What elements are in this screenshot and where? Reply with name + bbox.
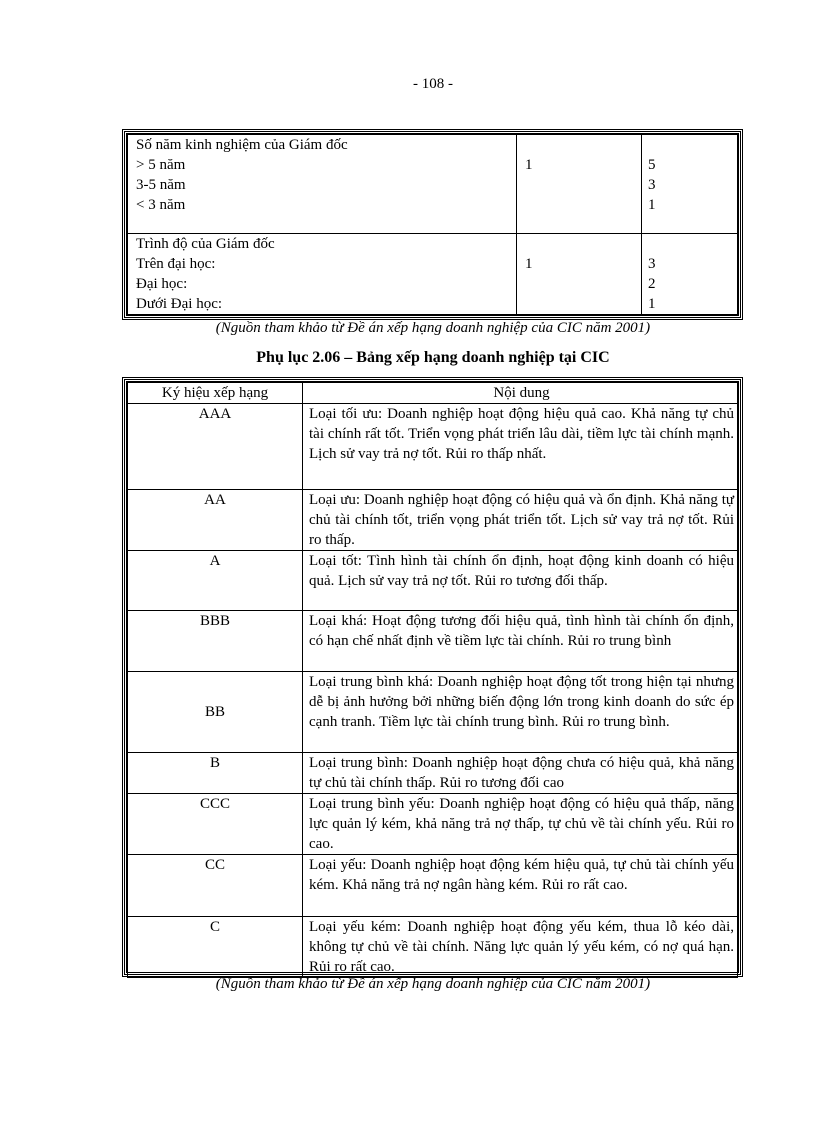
rating-code: BBB [128,611,303,672]
score-value: 5 [648,157,656,173]
source-note: (Nguồn tham khảo từ Đề án xếp hạng doanh nghiệp của CIC năm 2001) [215,976,651,992]
score-cell [642,234,738,315]
score-value: 1 [648,296,656,312]
rating-code: A [128,551,303,611]
criteria-table [124,131,741,318]
column-header-code: Ký hiệu xếp hạng [128,383,303,404]
rating-description: Loại yếu: Doanh nghiệp hoạt động kém hiệu quả, tự chủ tài chính yếu kém. Khả năng trả nợ ngân hàng kém. Rủi ro rất cao. [303,855,738,917]
weight-cell [517,234,642,315]
table-row [128,611,738,672]
rating-code: CC [128,855,303,917]
rating-description: Loại trung bình yếu: Doanh nghiệp hoạt động có hiệu quả thấp, năng lực quản lý kém, khả năng trả nợ thấp, tự chủ về tài chính yếu. Rủi ro cao. [303,794,738,855]
score-value: 1 [648,197,656,213]
criterion-cell [128,135,517,234]
option-label: < 3 năm [136,197,186,213]
table-row [128,672,738,753]
option-label: Đại học: [136,276,188,292]
option-label: Dưới Đại học: [136,296,223,312]
table-row [128,135,738,234]
rating-description: Loại ưu: Doanh nghiệp hoạt động có hiệu quả và ổn định. Khả năng tự chủ tài chính tốt, triển vọng phát triển tốt. Lịch sử vay trả nợ tốt. Rủi ro thấp. [303,490,738,551]
criterion-label: Số năm kinh nghiệm của Giám đốc [136,137,348,153]
table-row [128,917,738,978]
table-row [128,855,738,917]
table-row [128,404,738,490]
option-label: Trên đại học: [136,256,216,272]
table-row [128,490,738,551]
rating-code: C [128,917,303,978]
rating-code: AAA [128,404,303,490]
rating-code: AA [128,490,303,551]
score-value: 3 [648,177,656,193]
rating-description: Loại yếu kém: Doanh nghiệp hoạt động yếu kém, thua lỗ kéo dài, không tự chủ về tài chính. Năng lực quản lý yếu kém, có nợ quá hạn. Rủi ro rất cao. [303,917,738,978]
table-row [128,234,738,315]
rating-table [124,379,741,975]
criterion-cell [128,234,517,315]
option-label: > 5 năm [136,157,186,173]
rating-description: Loại trung bình: Doanh nghiệp hoạt động chưa có hiệu quả, khả năng tự chủ tài chính thấp. Rủi ro tương đối cao [303,753,738,794]
score-value: 2 [648,276,656,292]
rating-description: Loại tốt: Tình hình tài chính ổn định, hoạt động kinh doanh có hiệu quả. Lịch sử vay trả nợ tốt. Rủi ro tương đối thấp. [303,551,738,611]
rating-code: B [128,753,303,794]
source-note: (Nguồn tham khảo từ Đề án xếp hạng doanh nghiệp của CIC năm 2001) [215,320,651,336]
rating-code: CCC [128,794,303,855]
rating-description: Loại tối ưu: Doanh nghiệp hoạt động hiệu quả cao. Khả năng tự chủ tài chính rất tốt. Triển vọng phát triển lâu dài, tiềm lực tài chính mạnh. Lịch sử vay trả nợ tốt. Rủi ro thấp nhất. [303,404,738,490]
score-value: 3 [648,256,656,272]
table-header-row [128,383,738,404]
appendix-title: Phụ lục 2.06 – Bảng xếp hạng doanh nghiệp tại CIC [256,349,610,366]
weight-value: 1 [525,157,533,173]
rating-code: BB [128,672,303,753]
table-row [128,753,738,794]
table-row [128,794,738,855]
column-header-content: Nội dung [303,383,738,404]
criterion-label: Trình độ của Giám đốc [136,236,275,252]
weight-cell [517,135,642,234]
page-number: - 108 - [413,76,453,92]
table-row [128,551,738,611]
option-label: 3-5 năm [136,177,186,193]
score-cell [642,135,738,234]
weight-value: 1 [525,256,533,272]
rating-description: Loại trung bình khá: Doanh nghiệp hoạt động tốt trong hiện tại nhưng dễ bị ảnh hưởng bởi những biến động lớn trong kinh doanh do sức ép cạnh tranh. Tiềm lực tài chính trung bình. Rủi ro trung bình. [303,672,738,753]
rating-description: Loại khá: Hoạt động tương đối hiệu quả, tình hình tài chính ổn định, có hạn chế nhất định về tiềm lực tài chính. Rủi ro trung bình [303,611,738,672]
